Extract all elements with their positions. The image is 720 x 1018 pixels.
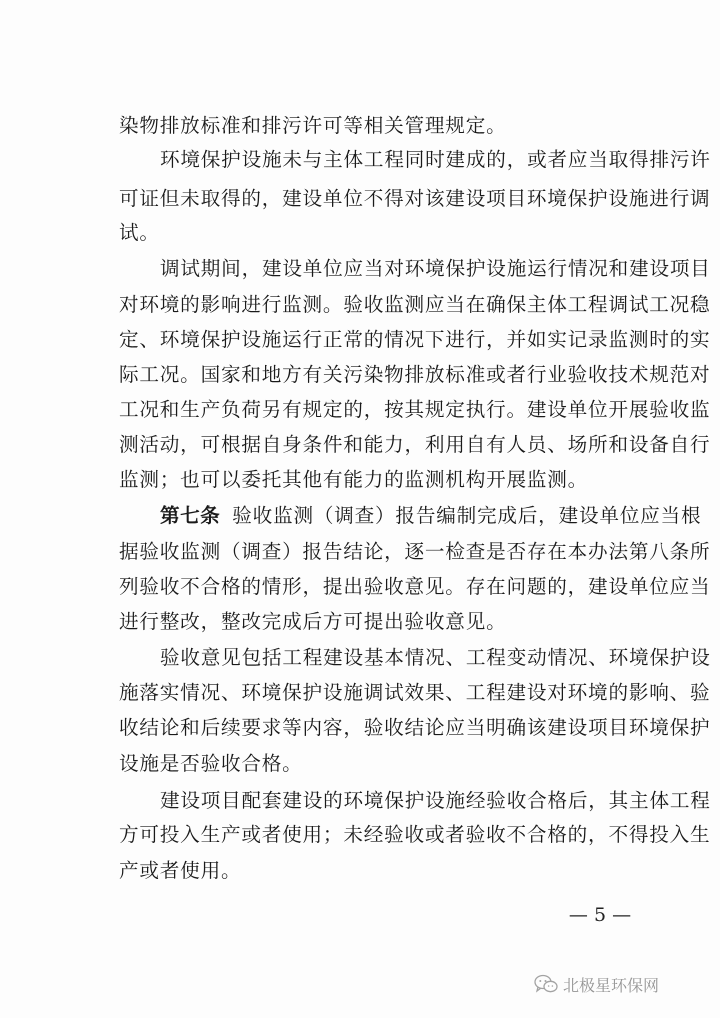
text-line: 验收意见包括工程建设基本情况、工程变动情况、环境保护设 [160, 646, 711, 669]
text-line: 环境保护设施未与主体工程同时建成的，或者应当取得排污许 [160, 148, 711, 171]
text-line: 对环境的影响进行监测。验收监测应当在确保主体工程调试工况稳 [119, 293, 711, 316]
text-line: 染物排放标准和排污许可等相关管理规定。 [119, 114, 507, 137]
text-line: 进行整改，整改完成后方可提出验收意见。 [119, 610, 507, 633]
text-line: 际工况。国家和地方有关污染物排放标准或者行业验收技术规范对 [119, 363, 711, 386]
page-number: — 5 — [568, 904, 632, 926]
article-first-line [160, 499, 702, 533]
text-line: 据验收监测（调查）报告结论，逐一检查是否存在本办法第八条所 [119, 540, 711, 563]
text-line: 试。 [119, 221, 160, 244]
text-line: 方可投入生产或者使用；未经验收或者验收不合格的，不得投入生 [119, 823, 711, 846]
watermark [534, 971, 706, 997]
text-line: 收结论和后续要求等内容，验收结论应当明确该建设项目环境保护 [119, 716, 711, 739]
watermark-text: 北极星环保网 [563, 975, 660, 995]
article-text: 验收监测（调查）报告编制完成后，建设单位应当根 [232, 504, 702, 527]
text-line: 测活动，可根据自身条件和能力，利用自有人员、场所和设备自行 [119, 433, 711, 456]
text-line: 设施是否验收合格。 [119, 752, 303, 775]
text-line: 可证但未取得的，建设单位不得对该建设项目环境保护设施进行调 [119, 187, 711, 210]
text-line: 建设项目配套建设的环境保护设施经验收合格后，其主体工程 [160, 789, 711, 812]
text-line: 调试期间，建设单位应当对环境保护设施运行情况和建设项目 [160, 257, 711, 280]
article-label: 第七条 [160, 504, 221, 527]
text-line: 施落实情况、环境保护设施调试效果、工程建设对环境的影响、验 [119, 681, 711, 704]
text-line: 工况和生产负荷另有规定的，按其规定执行。建设单位开展验收监 [119, 398, 711, 421]
text-line: 定、环境保护设施运行正常的情况下进行，并如实记录监测时的实 [119, 328, 711, 351]
text-line: 产或者使用。 [119, 859, 242, 882]
wechat-icon [534, 974, 558, 994]
text-line: 列验收不合格的情形，提出验收意见。存在问题的，建设单位应当 [119, 575, 711, 598]
text-line: 监测；也可以委托其他有能力的监测机构开展监测。 [119, 468, 589, 491]
